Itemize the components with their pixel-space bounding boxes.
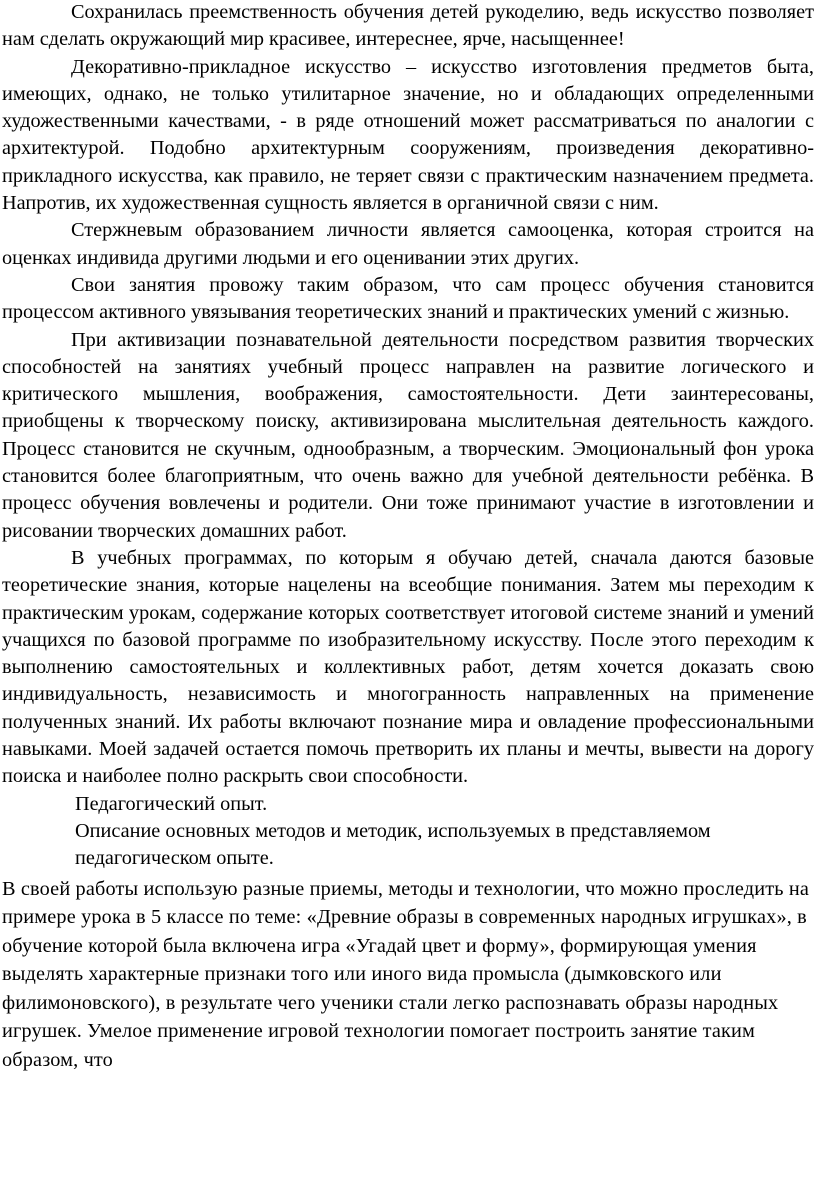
closing-paragraph: В своей работы использую разные приемы, методы и технологии, что можно проследить на примере урока в 5 классе по теме: «Древние образы в современных народных игрушках», в обучение которой была включена игра «Угадай цвет и форму», формирующая умения выделять характерные признаки того или иного вида промысла (дымковского или филимоновского), в результате чего ученики стали легко распознавать образы народных игрушек. Умелое применение игровой технологии помогает построить занятие таким образом, что: [2, 877, 809, 1072]
paragraph-4: Свои занятия провожу таким образом, что сам процесс обучения становится процессом активного увязывания теоретических знаний и практических умений с жизнью.: [2, 273, 814, 324]
paragraph-2: Декоративно-прикладное искусство – искусство изготовления предметов быта, имеющих, однако, не только утилитарное значение, но и обладающих определенными художественными качествами, - в ряде отношений может рассматриваться по аналогии с архитектурой. Подобно архитектурным сооружениям, произведения декоративно-прикладного искусства, как правило, не теряет связи с практическим назначением предмета. Напротив, их художественная сущность является в органичной связи с ним.: [2, 55, 814, 215]
paragraph-6: В учебных программах, по которым я обучаю детей, сначала даются базовые теоретические знания, которые нацелены на всеобщие понимания. Затем мы переходим к практическим урокам, содержание которых соответствует итоговой системе знаний и умений учащихся по базовой программе по изобразительному искусству. После этого переходим к выполнению самостоятельных и коллективных работ, детям хочется доказать свою индивидуальность, независимость и многогранность направленных на применение полученных знаний. Их работы включают познание мира и овладение профессиональными навыками. Моей задачей остается помочь претворить их планы и мечты, вывести на дорогу поиска и наиболее полно раскрыть свои способности.: [2, 546, 814, 788]
paragraph-1: Сохранилась преемственность обучения детей рукоделию, ведь искусство позволяет нам сделать окружающий мир красивее, интереснее, ярче, насыщеннее!: [2, 1, 814, 51]
paragraph-5: При активизации познавательной деятельности посредством развития творческих способностей на занятиях учебный процесс направлен на развитие логического и критического мышления, воображения, самостоятельности. Дети заинтересованы, приобщены к творческому поиску, активизирована мыслительная деятельность каждого. Процесс становится не скучным, однообразным, а творческим. Эмоциональный фон урока становится более благоприятным, что очень важно для учебной деятельности ребёнка. В процесс обучения вовлечены и родители. Они тоже принимают участие в изготовлении и рисовании творческих домашних работ.: [2, 328, 814, 542]
heading-methods: Описание основных методов и методик, используемых в представляемом педагогическом опыте.: [75, 819, 711, 870]
heading-experience: Педагогический опыт.: [75, 792, 268, 815]
paragraph-3: Стержневым образованием личности является самооценка, которая строится на оценках индивида другими людьми и его оценивании этих других.: [2, 219, 814, 269]
